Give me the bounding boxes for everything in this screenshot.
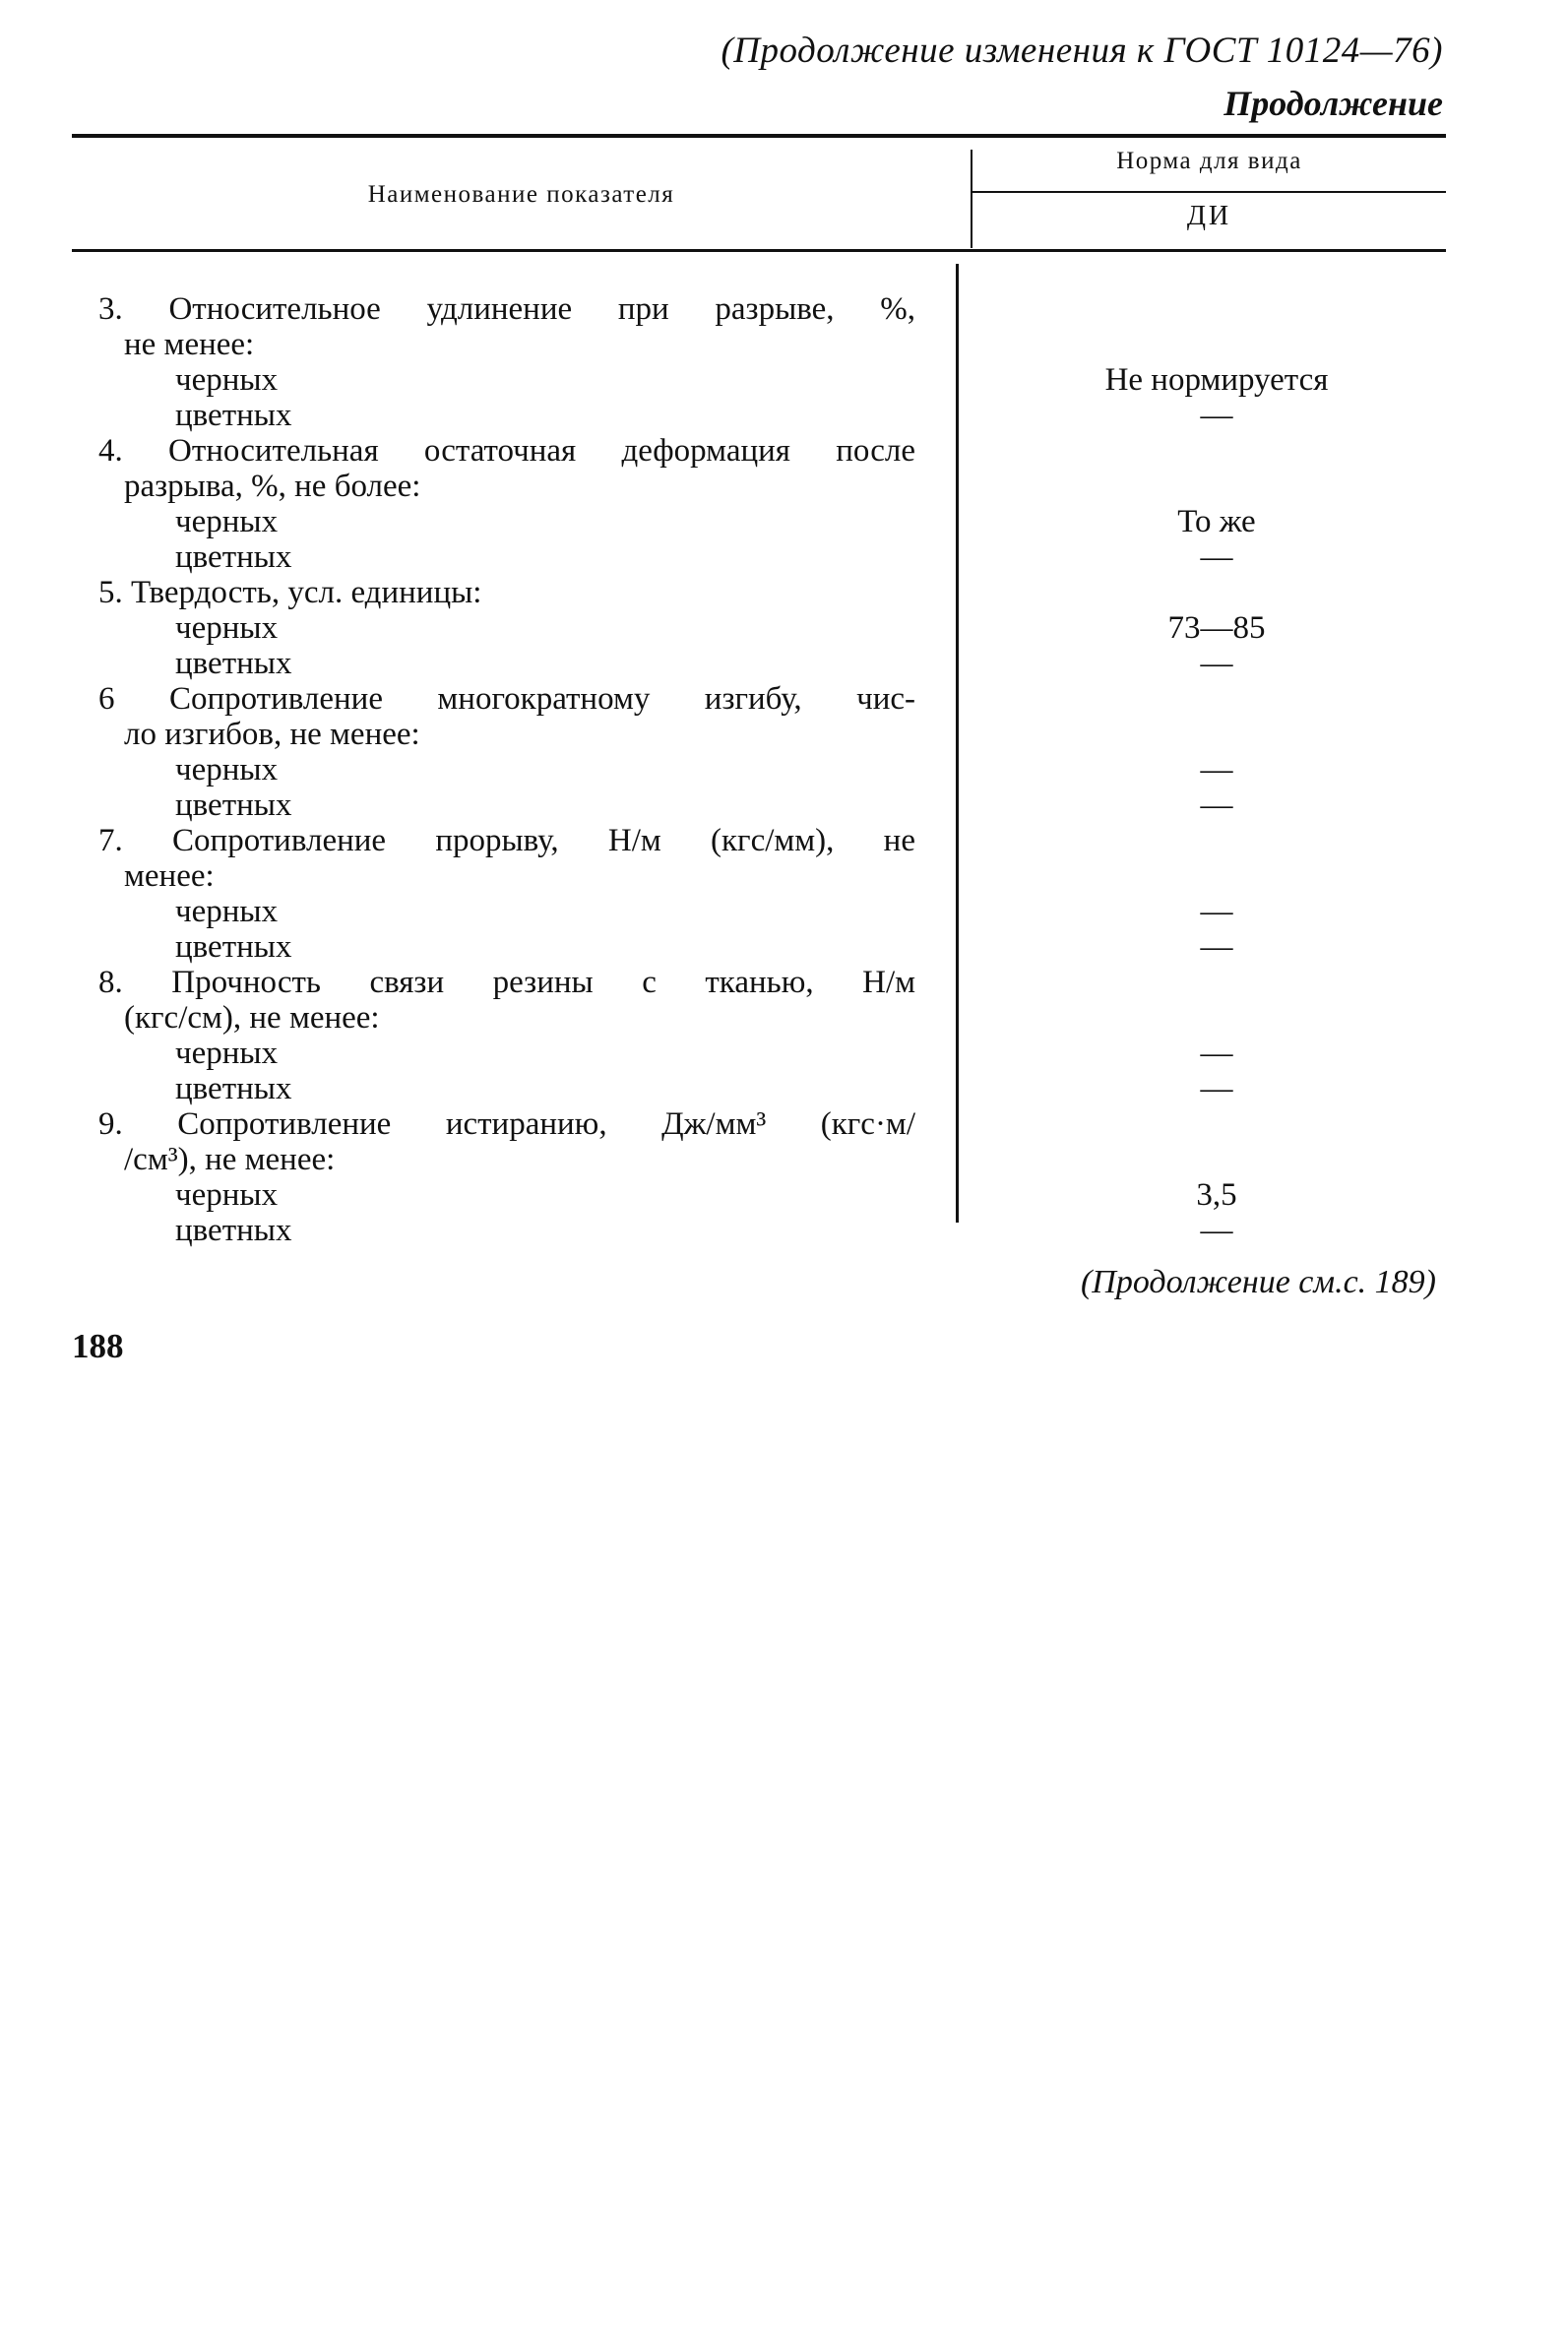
row-value: Не нормируется [1104, 362, 1329, 398]
table-row [0, 1071, 1568, 1106]
table-row [0, 894, 1568, 929]
row-value: — [1200, 646, 1233, 681]
row-name: менее: [124, 858, 215, 894]
table-row [0, 362, 1568, 398]
column-header-type: ДИ [1186, 201, 1232, 231]
row-name: черных [175, 1177, 279, 1213]
row-name: 3. Относительное удлинение при разрыве, %, [98, 291, 915, 327]
table-row [0, 575, 1568, 610]
table-row [0, 858, 1568, 894]
row-value: 73—85 [1167, 610, 1266, 646]
row-name: черных [175, 1036, 279, 1071]
row-value: — [1200, 1071, 1233, 1106]
row-name: 5. Твердость, усл. единицы: [98, 575, 482, 610]
table-row [0, 291, 1568, 327]
table-row [0, 681, 1568, 717]
table-row [0, 469, 1568, 504]
table-row [0, 929, 1568, 965]
table-row [0, 823, 1568, 858]
table-row [0, 504, 1568, 539]
table-row [0, 1106, 1568, 1142]
row-name: черных [175, 504, 279, 539]
continuation-note: (Продолжение см.с. 189) [1080, 1264, 1436, 1300]
row-value: 3,5 [1196, 1177, 1237, 1213]
row-value: — [1200, 787, 1233, 823]
row-name: (кгс/см), не менее: [124, 1000, 380, 1036]
row-name: 4. Относительная остаточная деформация после [98, 433, 915, 469]
row-name: цветных [175, 929, 292, 965]
column-header-name: Наименование показателя [367, 181, 675, 208]
table-row [0, 752, 1568, 787]
header-mid-rule [971, 191, 1446, 193]
table-row [0, 398, 1568, 433]
row-name: цветных [175, 1213, 292, 1248]
row-value: — [1200, 929, 1233, 965]
page-number: 188 [72, 1327, 124, 1365]
row-name: не менее: [124, 327, 255, 362]
table-header-bottom-rule [72, 249, 1446, 252]
table-row [0, 787, 1568, 823]
row-value: — [1200, 398, 1233, 433]
table-row [0, 539, 1568, 575]
table-row [0, 1213, 1568, 1248]
row-value: То же [1177, 504, 1256, 539]
row-name: ло изгибов, не менее: [124, 717, 420, 752]
row-name: 7. Сопротивление прорыву, Н/м (кгс/мм), не [98, 823, 915, 858]
table-row [0, 1177, 1568, 1213]
row-name: разрыва, %, не более: [124, 469, 421, 504]
row-value: — [1200, 1036, 1233, 1071]
row-name: 9. Сопротивление истиранию, Дж/мм³ (кгс·м/ [98, 1106, 915, 1142]
row-value: — [1200, 1213, 1233, 1248]
table-row [0, 646, 1568, 681]
row-name: черных [175, 362, 279, 398]
table-row [0, 717, 1568, 752]
table-row [0, 965, 1568, 1000]
table-row [0, 1036, 1568, 1071]
row-value: — [1200, 539, 1233, 575]
row-name: цветных [175, 539, 292, 575]
column-header-norma: Норма для вида [1116, 148, 1302, 174]
row-name: 6 Сопротивление многократному изгибу, чис- [98, 681, 915, 717]
table-row [0, 1000, 1568, 1036]
table-row [0, 433, 1568, 469]
row-name: цветных [175, 787, 292, 823]
row-name: черных [175, 752, 279, 787]
row-value: — [1200, 752, 1233, 787]
table-top-rule [72, 134, 1446, 138]
table-row [0, 327, 1568, 362]
row-name: цветных [175, 1071, 292, 1106]
document-header-title: (Продолжение изменения к ГОСТ 10124—76) [721, 31, 1443, 71]
table-row [0, 610, 1568, 646]
row-name: /см³), не менее: [124, 1142, 336, 1177]
row-name: цветных [175, 398, 292, 433]
row-value: — [1200, 894, 1233, 929]
row-name: 8. Прочность связи резины с тканью, Н/м [98, 965, 915, 1000]
continued-label: Продолжение [1223, 84, 1443, 123]
row-name: черных [175, 894, 279, 929]
row-name: черных [175, 610, 279, 646]
row-name: цветных [175, 646, 292, 681]
table-row [0, 1142, 1568, 1177]
